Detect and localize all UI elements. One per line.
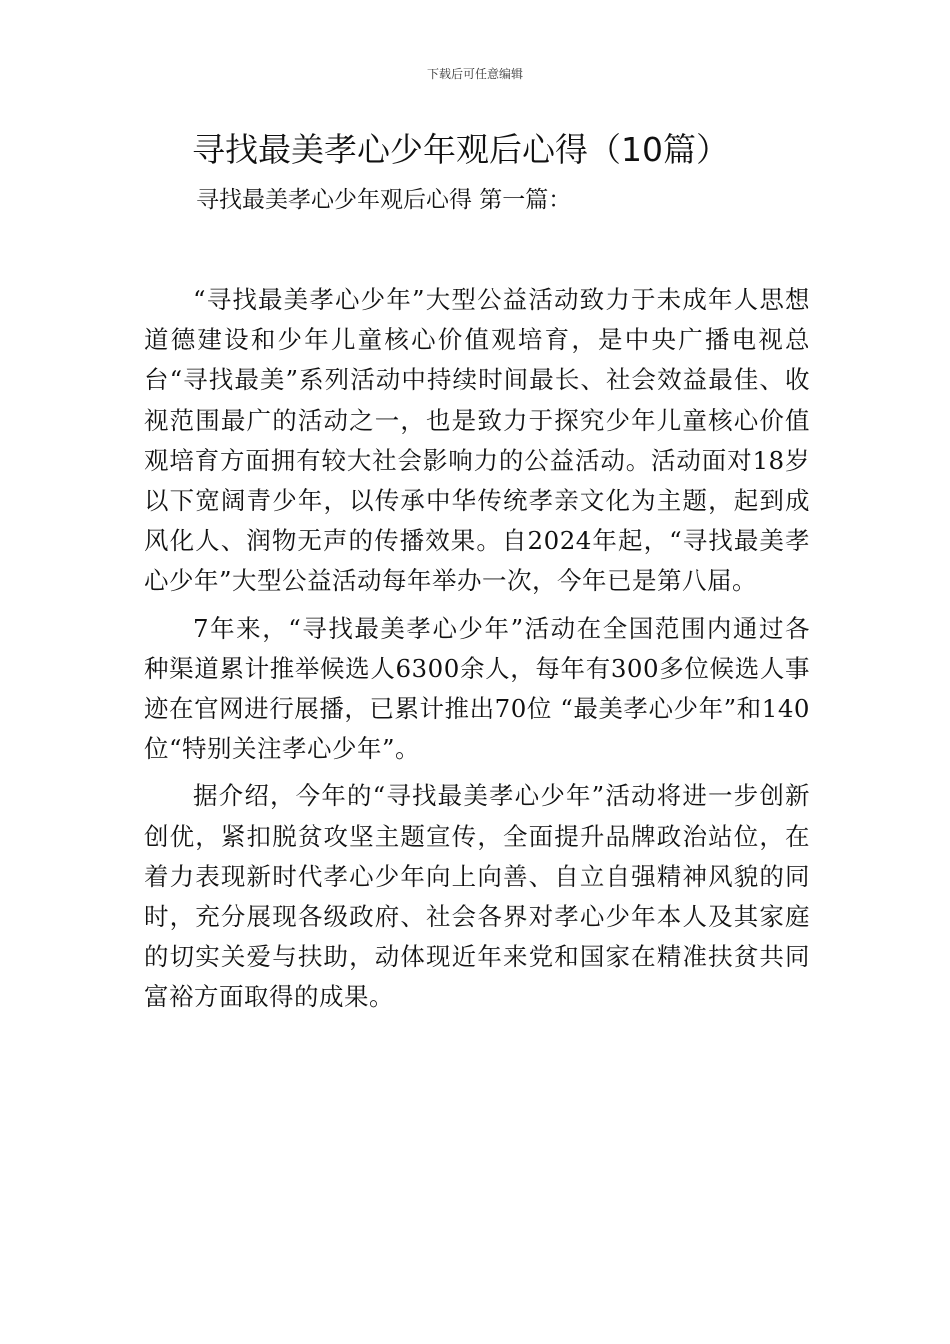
paragraph-3: 据介绍，今年的“寻找最美孝心少年”活动将进一步创新创优，紧扣脱贫攻坚主题宣传，全面提升品牌政治站位，在着力表现新时代孝心少年向上向善、自立自强精神风貌的同时，充分展现各级政府、社会各界对孝心少年本人及其家庭的切实关爱与扶助，动体现近年来党和国家在精准扶贫共同富裕方面取得的成果。 — [144, 781, 810, 1012]
paragraph-1: “寻找最美孝心少年”大型公益活动致力于未成年人思想道德建设和少年儿童核心价值观培育，是中央广播电视总台“寻找最美”系列活动中持续时间最长、社会效益最佳、收视范围最广的活动之一，也是致力于探究少年儿童核心价值观培育方面拥有较大社会影响力的公益活动。活动面对18岁以下宽阔青少年，以传承中华传统孝亲文化为主题，起到成风化人、润物无声的传播效果。自2024年起，“寻找最美孝心少年”大型公益活动每年举办一次，今年已是第八届。 — [144, 285, 810, 596]
document-body — [144, 280, 810, 1025]
document-title: 寻找最美孝心少年观后心得（10篇） — [192, 130, 729, 169]
paragraph-2: 7年来，“寻找最美孝心少年”活动在全国范围内通过各种渠道累计推举候选人6300余人，每年有300多位候选人事迹在官网进行展播，已累计推出70位 “最美孝心少年”和140位“特别关注孝心少年”。 — [144, 613, 810, 764]
section-heading: 寻找最美孝心少年观后心得 第一篇： — [196, 187, 572, 213]
header-note: 下载后可任意编辑 — [426, 67, 523, 81]
